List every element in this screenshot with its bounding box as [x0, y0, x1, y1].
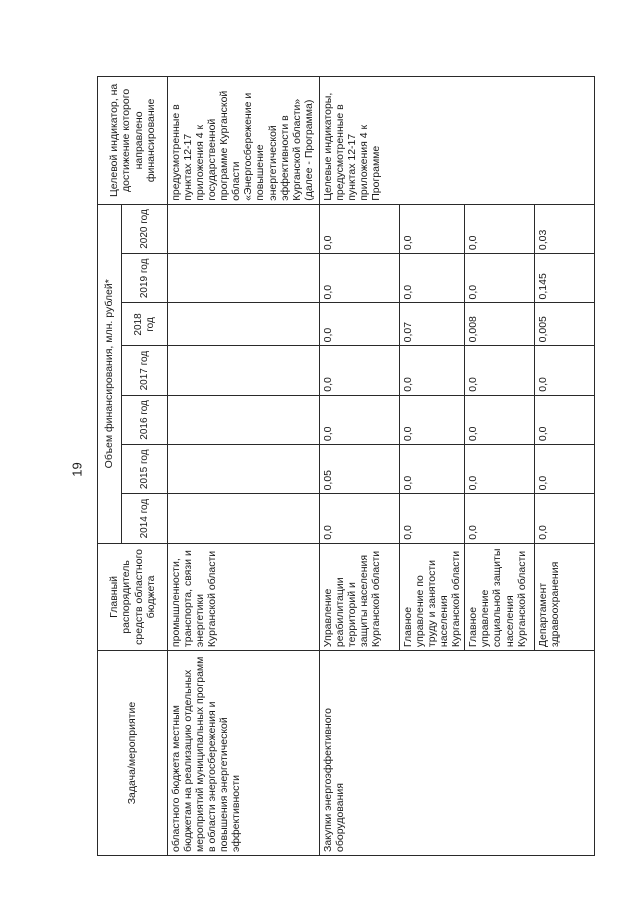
row-task: областного бюджета местным бюджетам на реализацию отдельных мероприятий муниципальных программ в области энергосбережения и повышения энергетической эффективности — [168, 651, 320, 856]
row-value-2018: 0,005 — [535, 303, 595, 346]
row-indicator: предусмотренные в пунктах 12-17 приложения 4 к государственной программе Курганской области «Энергосбережение и повышение энергетической эффективности в Курганской области» (далее - Программа) — [168, 77, 320, 205]
header-row-1 — [98, 77, 122, 856]
row-value-2017: 0,0 — [535, 346, 595, 395]
header-task: Задача/мероприятие — [98, 651, 168, 856]
row-value-2015: 0,0 — [535, 445, 595, 494]
row-value-2020: 0,0 — [400, 204, 465, 253]
row-manager: Управление реабилитации территорий и защиты населения Курганской области — [320, 543, 400, 650]
row-value-2016: 0,0 — [400, 395, 465, 444]
row-indicator: Целевые индикаторы, предусмотренные в пунктах 12-17 приложения 4 к Программе — [320, 77, 595, 205]
row-value-2018: 0,008 — [465, 303, 535, 346]
row-value-2015 — [168, 445, 320, 494]
row-manager: промышленности, транспорта, связи и энергетики Курганской области — [168, 543, 320, 650]
row-value-2019: 0,145 — [535, 254, 595, 303]
header-year-2018: 2018 год — [122, 303, 168, 346]
header-year-2020: 2020 год — [122, 204, 168, 253]
row-value-2015: 0,0 — [465, 445, 535, 494]
page-number: 19 — [69, 462, 85, 477]
header-year-2019: 2019 год — [122, 254, 168, 303]
row-value-2018: 0,07 — [400, 303, 465, 346]
row-value-2017: 0,0 — [320, 346, 400, 395]
header-manager: Главный распорядитель средств областного бюджета — [98, 543, 168, 650]
row-value-2017: 0,0 — [465, 346, 535, 395]
row-value-2014: 0,0 — [320, 494, 400, 543]
row-value-2019: 0,0 — [465, 254, 535, 303]
row-manager: Главное управление по труду и занятости населения Курганской области — [400, 543, 465, 650]
row-value-2016: 0,0 — [535, 395, 595, 444]
row-value-2016 — [168, 395, 320, 444]
row-value-2020: 0,03 — [535, 204, 595, 253]
row-value-2019: 0,0 — [400, 254, 465, 303]
row-manager: Главное управление социальной защиты населения Курганской области — [465, 543, 535, 650]
row-value-2015: 0,0 — [400, 445, 465, 494]
header-year-2017: 2017 год — [122, 346, 168, 395]
header-year-2016: 2016 год — [122, 395, 168, 444]
row-value-2018: 0,0 — [320, 303, 400, 346]
row-value-2020 — [168, 204, 320, 253]
row-value-2020: 0,0 — [465, 204, 535, 253]
row-value-2017 — [168, 346, 320, 395]
header-funding: Объем финансирования, млн. рублей* — [98, 204, 122, 543]
row-manager: Департамент здравоохранения — [535, 543, 595, 650]
header-indicator: Целевой индикатор, на достижение которого направлено финансирование — [98, 77, 168, 205]
row-value-2016: 0,0 — [320, 395, 400, 444]
funding-table — [97, 76, 595, 856]
row-value-2019 — [168, 254, 320, 303]
row-value-2015: 0,05 — [320, 445, 400, 494]
row-value-2014: 0,0 — [400, 494, 465, 543]
rotated-table-container — [97, 76, 602, 856]
table-row — [168, 77, 320, 856]
row-value-2017: 0,0 — [400, 346, 465, 395]
row-value-2016: 0,0 — [465, 395, 535, 444]
row-value-2014 — [168, 494, 320, 543]
row-value-2014: 0,0 — [465, 494, 535, 543]
row-task: Закупки энергоэффективного оборудования — [320, 651, 595, 856]
row-value-2014: 0,0 — [535, 494, 595, 543]
row-value-2018 — [168, 303, 320, 346]
header-year-2014: 2014 год — [122, 494, 168, 543]
header-year-2015: 2015 год — [122, 445, 168, 494]
row-value-2020: 0,0 — [320, 204, 400, 253]
row-value-2019: 0,0 — [320, 254, 400, 303]
table-row — [320, 77, 400, 856]
